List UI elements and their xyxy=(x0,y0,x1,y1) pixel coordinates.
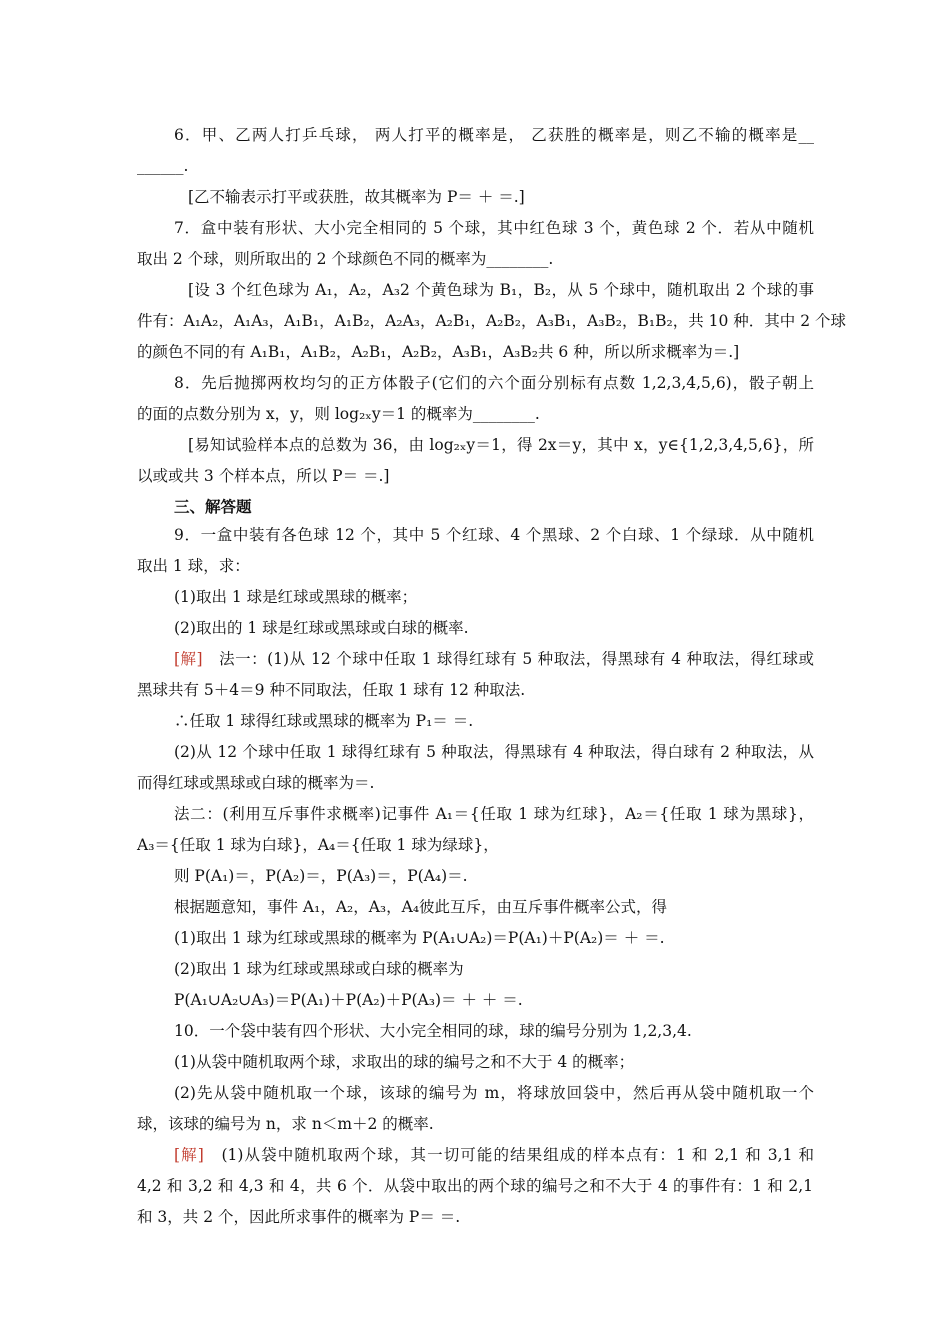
q7-line-1: 7．盒中装有形状、大小完全相同的 5 个球，其中红色球 3 个，黄色球 2 个．若从中随机 xyxy=(174,219,814,237)
q10-solution-2: 4,2 和 3,2 和 4,3 和 4，共 6 个．从袋中取出的两个球的编号之和不大于 4 的事件有：1 和 2,1 xyxy=(137,1177,813,1195)
section-heading: 三、解答题 xyxy=(174,497,252,516)
q9-part-2: (2)取出的 1 球是红球或黑球或白球的概率. xyxy=(174,619,469,637)
q6-line-1: 6．甲、乙两人打乒乓球， 两人打平的概率是， 乙获胜的概率是，则乙不输的概率是__ xyxy=(174,126,814,144)
q9-line-2: 取出 1 球，求： xyxy=(137,557,250,575)
q9-line-1: 9．一盒中装有各色球 12 个，其中 5 个红球、4 个黑球、2 个白球、1 个绿球．从中随机 xyxy=(174,526,814,544)
q9-part-1: (1)取出 1 球是红球或黑球的概率； xyxy=(174,588,418,606)
q9-solution-2: 黑球共有 5＋4＝9 种不同取法，任取 1 球有 12 种取法. xyxy=(137,681,526,699)
answer-tag: [解] xyxy=(174,1146,204,1164)
q10-part-1: (1)从袋中随机取两个球，求取出的球的编号之和不大于 4 的概率； xyxy=(174,1053,635,1071)
q9-solution-5: 而得红球或黑球或白球的概率为＝. xyxy=(137,774,375,792)
q9-method2-5: (1)取出 1 球为红球或黑球的概率为 P(A₁∪A₂)＝P(A₁)＋P(A₂)＝ ＋ ＝. xyxy=(174,929,665,947)
q9-method2-3: 则 P(A₁)＝，P(A₂)＝，P(A₃)＝，P(A₄)＝. xyxy=(174,867,468,885)
q8-line-2: 的面的点数分别为 x，y，则 log₂ₓy＝1 的概率为________. xyxy=(137,405,540,423)
q10-line-1: 10．一个袋中装有四个形状、大小完全相同的球，球的编号分别为 1,2,3,4. xyxy=(174,1022,692,1040)
q8-answer-2: 以或或共 3 个样本点，所以 P＝ ＝.] xyxy=(137,467,390,485)
q8-answer-1: [易知试验样本点的总数为 36，由 log₂ₓy＝1，得 2x＝y，其中 x，y∈{1,2,3,4,5,6}，所 xyxy=(188,436,814,454)
q9-method2-2: A₃＝{任取 1 球为白球}，A₄＝{任取 1 球为绿球}， xyxy=(137,836,499,854)
q7-answer-3: 的颜色不同的有 A₁B₁，A₁B₂，A₂B₁，A₂B₂，A₃B₁，A₃B₂共 6 种，所以所求概率为＝.] xyxy=(137,343,740,361)
q9-solution-3: ∴任取 1 球得红球或黑球的概率为 P₁＝ ＝. xyxy=(174,712,474,730)
q6-answer: [乙不输表示打平或获胜，故其概率为 P＝ ＋ ＝.] xyxy=(188,188,525,206)
q9-method2-7: P(A₁∪A₂∪A₃)＝P(A₁)＋P(A₂)＋P(A₃)＝ ＋ ＋ ＝. xyxy=(174,991,523,1009)
answer-tag: [解] xyxy=(174,650,203,668)
q8-line-1: 8．先后抛掷两枚均匀的正方体骰子(它们的六个面分别标有点数 1,2,3,4,5,6)，骰子朝上 xyxy=(174,374,814,392)
q10-solution-3: 和 3，共 2 个，因此所求事件的概率为 P＝ ＝. xyxy=(137,1208,461,1226)
q7-answer-1: [设 3 个红色球为 A₁，A₂，A₃2 个黄色球为 B₁，B₂，从 5 个球中，随机取出 2 个球的事 xyxy=(188,281,814,299)
q10-part-2b: 球，该球的编号为 n，求 n＜m＋2 的概率. xyxy=(137,1115,434,1133)
q7-line-2: 取出 2 个球，则所取出的 2 个球颜色不同的概率为________. xyxy=(137,250,554,268)
q9-method2-6: (2)取出 1 球为红球或黑球或白球的概率为 xyxy=(174,960,464,978)
q9-method2-4: 根据题意知，事件 A₁，A₂，A₃，A₄彼此互斥，由互斥事件概率公式，得 xyxy=(174,898,668,916)
q10-solution-1: [解] (1)从袋中随机取两个球，其一切可能的结果组成的样本点有：1 和 2,1 和 3,1 和 xyxy=(174,1146,814,1164)
q6-line-2: ______. xyxy=(137,157,189,175)
q9-solution-1: [解] 法一：(1)从 12 个球中任取 1 球得红球有 5 种取法，得黑球有 4 种取法，得红球或 xyxy=(174,650,814,668)
q7-answer-2: 件有：A₁A₂，A₁A₃，A₁B₁，A₁B₂，A₂A₃，A₂B₁，A₂B₂，A₃B₁，A₃B₂，B₁B₂，共 10 种．其中 2 个球 xyxy=(137,312,847,330)
q10-part-2a: (2)先从袋中随机取一个球，该球的编号为 m，将球放回袋中，然后再从袋中随机取一个 xyxy=(174,1084,814,1102)
q9-method2-1: 法二：(利用互斥事件求概率)记事件 A₁＝{任取 1 球为红球}，A₂＝{任取 1 球为黑球}， xyxy=(174,805,814,823)
q9-solution-4: (2)从 12 个球中任取 1 球得红球有 5 种取法，得黑球有 4 种取法，得白球有 2 种取法，从 xyxy=(174,743,814,761)
